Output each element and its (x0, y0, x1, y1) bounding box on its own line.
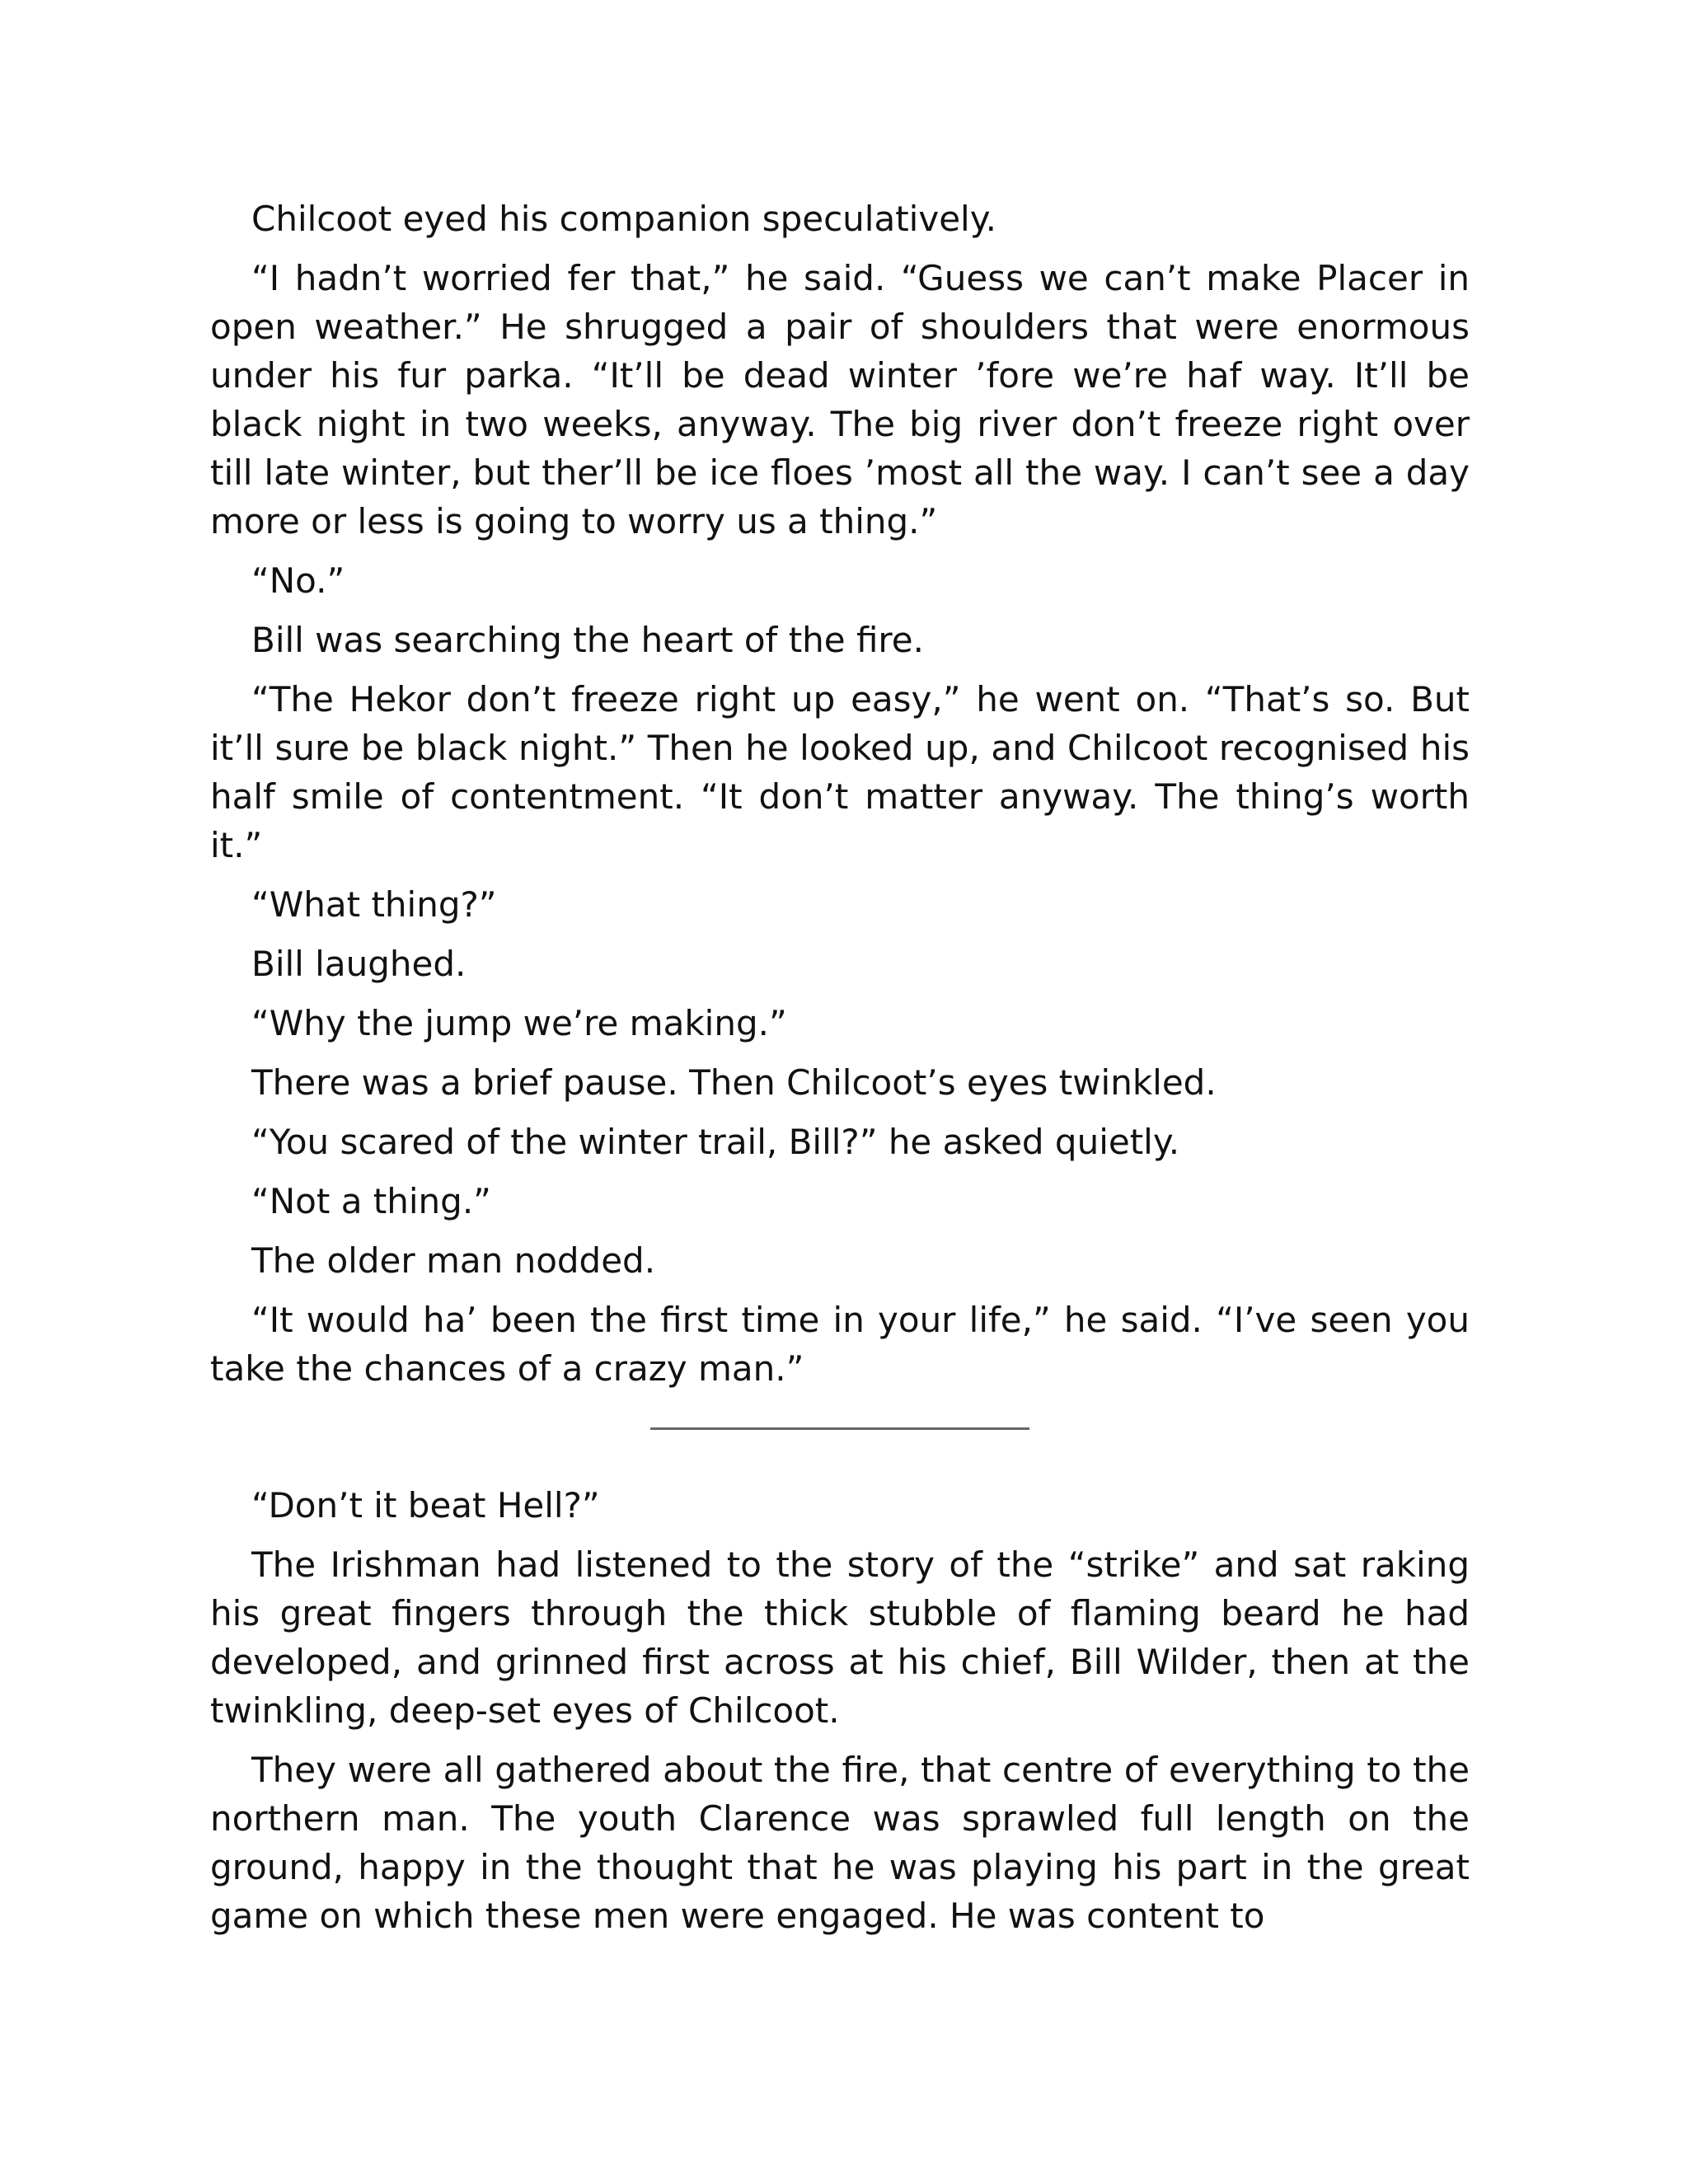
paragraph: They were all gathered about the fire, that centre of everything to the northern man. The youth Clarence was sprawled full length on the ground, happy in the thought that he was playing his part in the great game on which these men were engaged. He was content to (210, 1750, 1470, 1936)
section-break-rule (650, 1427, 1029, 1430)
paragraph: “It would ha’ been the first time in your life,” he said. “I’ve seen you take the chances of a crazy man.” (210, 1300, 1470, 1389)
paragraph: Bill laughed. (251, 944, 467, 984)
paragraph: Bill was searching the heart of the fire. (251, 620, 924, 660)
section-2 (210, 1481, 1470, 1940)
paragraph: “What thing?” (251, 884, 497, 925)
paragraph: “You scared of the winter trail, Bill?” he asked quietly. (251, 1122, 1180, 1162)
paragraph: There was a brief pause. Then Chilcoot’s eyes twinkled. (251, 1062, 1217, 1103)
paragraph: “I hadn’t worried fer that,” he said. “Guess we can’t make Placer in open weather.” He shrugged a pair of shoulders that were enormous under his fur parka. “It’ll be dead winter ’fore we’re haf way. It’ll be black night in two weeks, anyway. The big river don’t freeze right over till late winter, but ther’ll be ice floes ’most all the way. I can’t see a day more or less is going to worry us a thing.” (210, 258, 1470, 541)
book-page (210, 194, 1470, 1951)
paragraph: “The Hekor don’t freeze right up easy,” he went on. “That’s so. But it’ll sure be black night.” Then he looked up, and Chilcoot recognised his half smile of contentment. “It don’t matter anyway. The thing’s worth it.” (210, 679, 1470, 865)
paragraph: “No.” (251, 560, 345, 601)
paragraph: “Why the jump we’re making.” (251, 1003, 787, 1043)
paragraph: “Don’t it beat Hell?” (251, 1485, 600, 1526)
section-1 (210, 194, 1470, 1393)
paragraph: The older man nodded. (251, 1240, 656, 1281)
paragraph: Chilcoot eyed his companion speculatively. (251, 199, 996, 239)
paragraph: “Not a thing.” (251, 1181, 491, 1221)
paragraph: The Irishman had listened to the story of the “strike” and sat raking his great fingers through the thick stubble of flaming beard he had developed, and grinned first across at his chief, Bill Wilder, then at the twinkling, deep-set eyes of Chilcoot. (210, 1544, 1470, 1731)
